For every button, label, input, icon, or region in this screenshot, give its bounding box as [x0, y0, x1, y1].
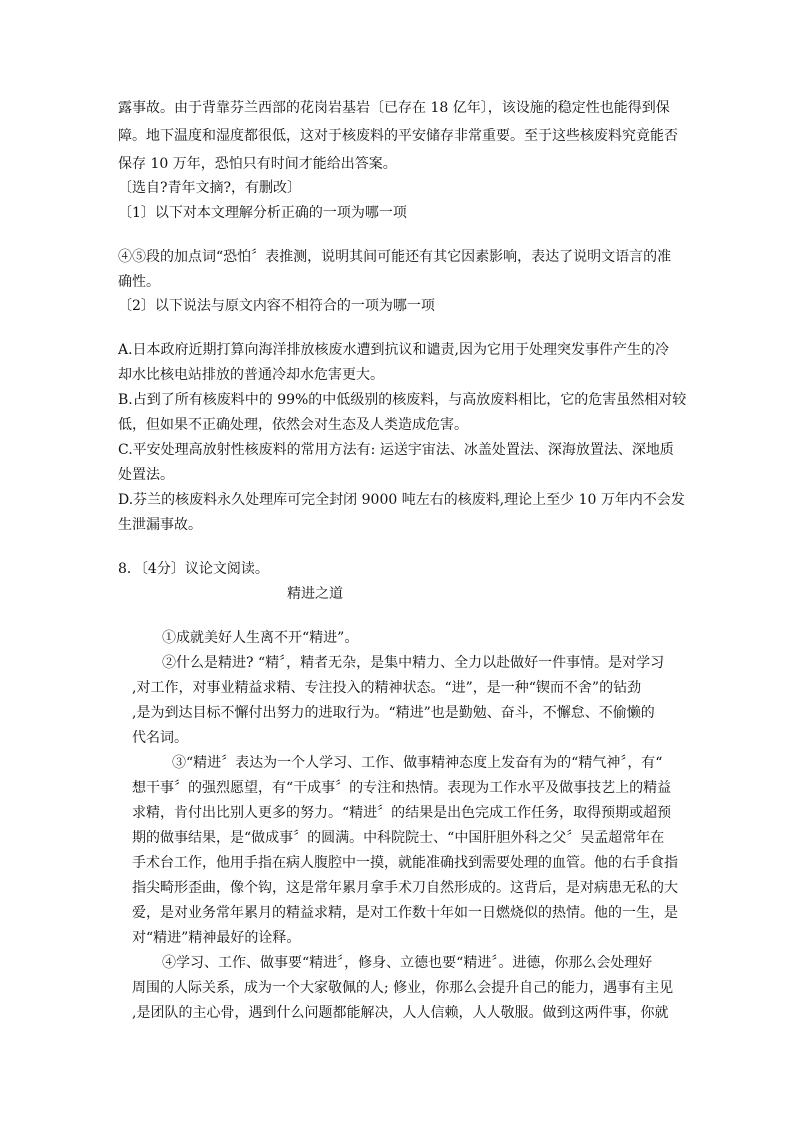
text-line: ,是团队的主心骨，遇到什么问题都能解决，人人信赖，人人敬服。做到这两件事，你就: [132, 1005, 669, 1021]
text-line: 爱，是对业务常年累月的精益求精，是对工作数十年如一日燃烧似的热情。他的一生，是: [132, 905, 678, 921]
text-line: 却水比核电站排放的普通冷却水危害更大。: [118, 367, 384, 383]
text-line: 对“精进”精神最好的诠释。: [132, 930, 301, 946]
text-line: 露事故。由于背靠芬兰西部的花岗岩基岩〔已存在 18 亿年〕，该设施的稳定性也能得到保: [118, 100, 670, 116]
text-line: ,对工作，对事业精益求精、专注投入的精神状态。“进”，是一种“锲而不舍”的钻劲: [132, 680, 642, 696]
paragraph-1: ①成就美好人生离不开“精进”。: [162, 630, 359, 646]
question-2: 〔2〕以下说法与原文内容不相符合的一项为哪一项: [118, 298, 435, 314]
text-line: 代名词。: [132, 730, 188, 746]
option-a: A.日本政府近期打算向海洋排放核废水遭到抗议和谴责,因为它用于处理突发事件产生的冷: [118, 342, 670, 358]
text-line: 想干事〞的强烈愿望，有“干成事〞的专注和热情。表现为工作水平及做事技艺上的精益: [132, 780, 672, 796]
text-line: 障。地下温度和湿度都很低，这对于核废料的平安储存非常重要。至于这些核废料究竟能否: [118, 128, 678, 144]
paragraph-2: ②什么是精进? “精〞，精者无杂，是集中精力、全力以赴做好一件事情。是对学习: [162, 655, 665, 671]
text-line: 手术台工作，他用手指在病人腹腔中一摸，就能准确找到需要处理的血管。他的右手食指: [132, 855, 678, 871]
text-line: 周围的人际关系，成为一个大家敬佩的人; 修业，你那么会提升自己的能力，遇事有主见: [132, 980, 674, 996]
paragraph-3: ③“精进〞表达为一个人学习、工作、做事精神态度上发奋有为的“精气神〞，有“: [172, 755, 663, 771]
text-line: 保存 10 万年，恐怕只有时间才能给出答案。: [118, 156, 397, 172]
paragraph-4: ④学习、工作、做事要“精进〞，修身、立德也要“精进〞。进德，你那么会处理好: [162, 955, 653, 971]
text-line: 生泄漏事故。: [118, 517, 202, 533]
text-line: 处置法。: [118, 467, 174, 483]
text-line: 确性。: [118, 274, 160, 290]
question-8-heading: 8．〔4分〕议论文阅读。: [118, 561, 269, 577]
option-b: B.占到了所有核废料中的 99%的中低级别的核废料，与高放废料相比，它的危害虽然相对较: [118, 392, 687, 408]
text-line: 求精，肯付出比别人更多的努力。“精进〞的结果是出色完成工作任务，取得预期或超预: [132, 805, 672, 821]
text-line: ,是为到达目标不懈付出努力的进取行为。“精进”也是勤勉、奋斗，不懈怠、不偷懒的: [132, 705, 655, 721]
text-line: 期的做事结果，是“做成事〞的圆满。中科院院士、“中国肝胆外科之父〞吴孟超常年在: [132, 830, 665, 846]
text-line: 指尖畸形歪曲，像个钩，这是常年累月拿手术刀自然形成的。这背后，是对病患无私的大: [132, 880, 678, 896]
text-line: 低，但如果不正确处理，依然会对生态及人类造成危害。: [118, 417, 468, 433]
article-title: 精进之道: [287, 586, 343, 602]
option-d: D.芬兰的核废料永久处理库可完全封闭 9000 吨左右的核废料,理论上至少 10 万年内不会发: [118, 492, 685, 508]
question-1: 〔1〕以下对本文理解分析正确的一项为哪一项: [118, 205, 407, 221]
source-note: 〔选自?青年文摘?，有删改〕: [118, 180, 302, 196]
text-line: ④⑤段的加点词“恐怕〞表推测，说明其间可能还有其它因素影响，表达了说明文语言的准: [118, 249, 672, 265]
option-c: C.平安处理高放射性核废料的常用方法有: 运送宇宙法、冰盖处置法、深海放置法、深地质: [118, 442, 674, 458]
